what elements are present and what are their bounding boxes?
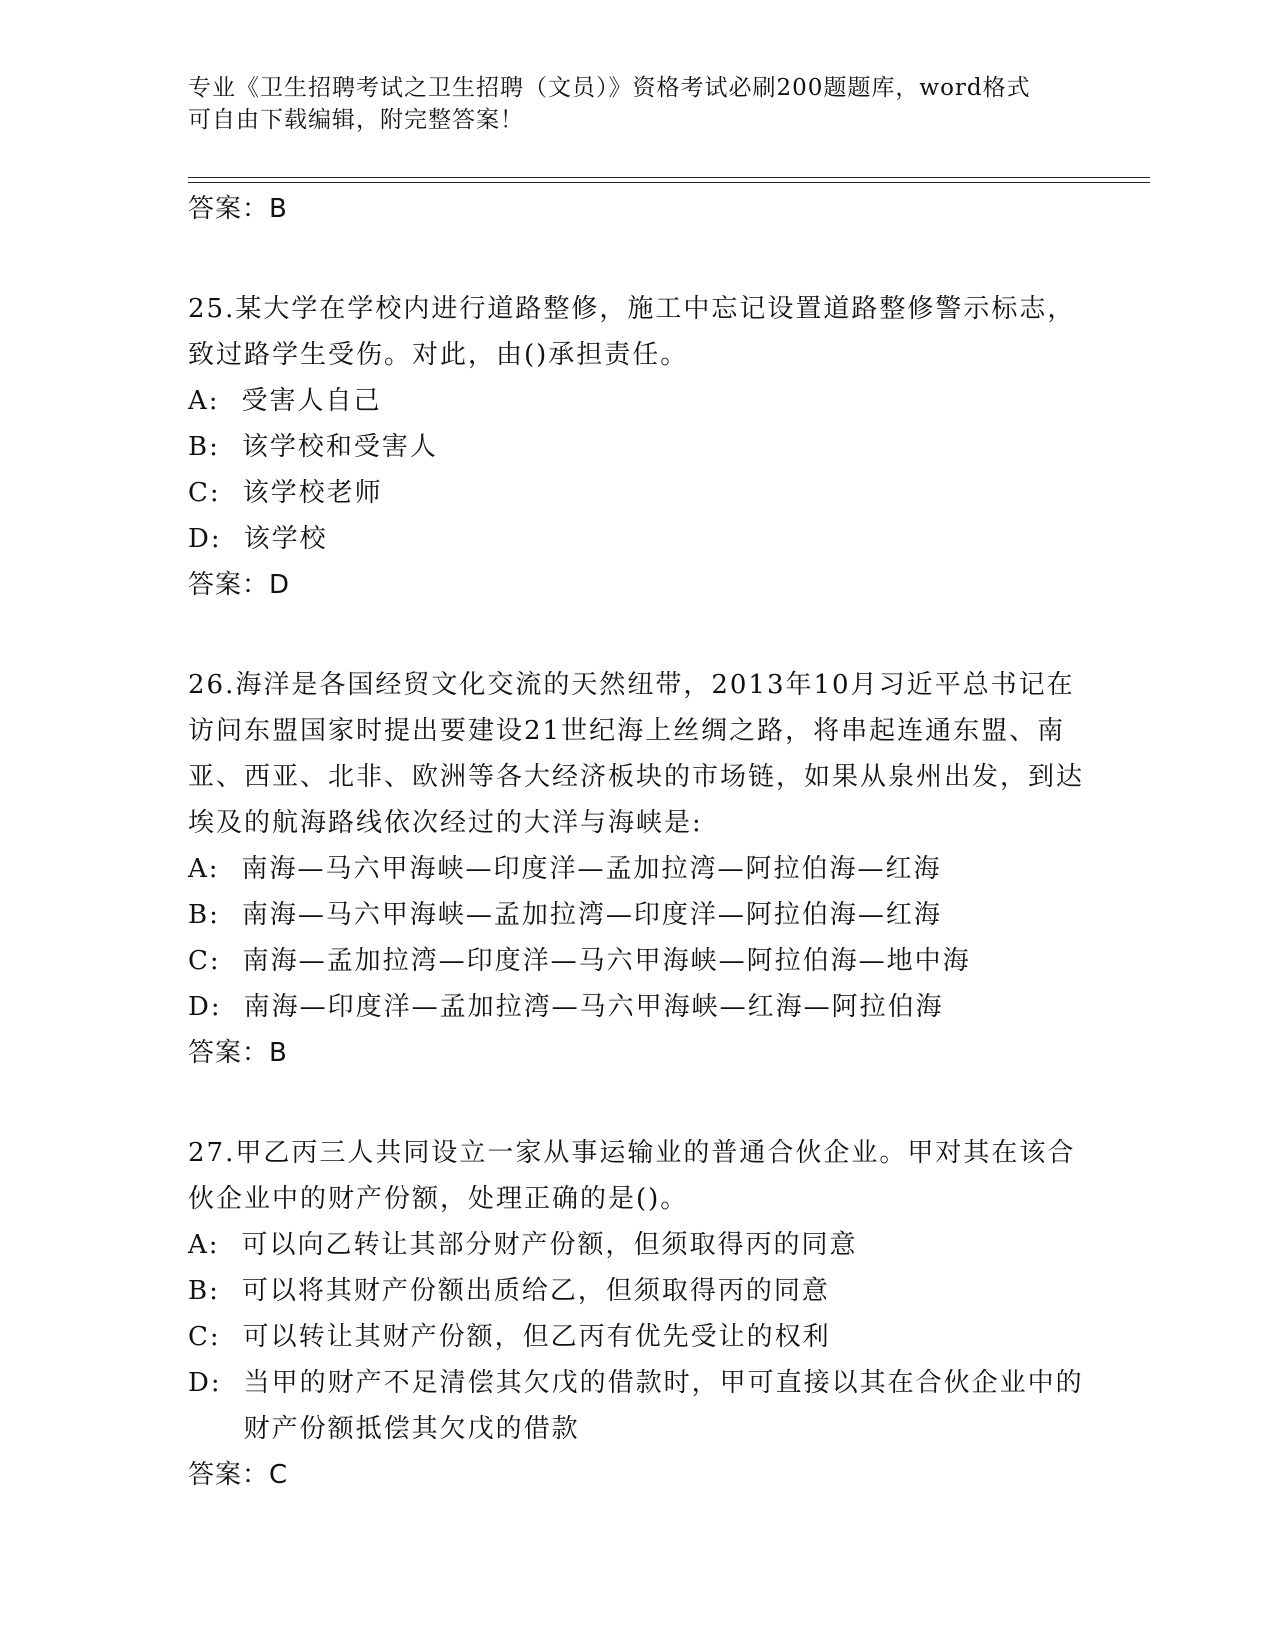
option-text: 可以转让其财产份额，但乙丙有优先受让的权利 xyxy=(242,1322,831,1352)
header-title-line-1: 专业《卫生招聘考试之卫生招聘（文员）》资格考试必刷200题题库，word格式 xyxy=(188,75,1031,101)
option-c xyxy=(188,1314,1088,1360)
question-text: 25.某大学在学校内进行道路整修，施工中忘记设置道路整修警示标志，致过路学生受伤。对此，由()承担责任。 xyxy=(188,294,1076,370)
option-d xyxy=(188,516,1088,562)
option-b xyxy=(188,1268,1088,1314)
option-letter: D: xyxy=(188,992,222,1022)
option-letter: A: xyxy=(188,1230,220,1260)
option-letter: A: xyxy=(188,854,220,884)
option-d xyxy=(188,1360,1088,1452)
answer-line: 答案：B xyxy=(188,194,288,224)
option-letter: D: xyxy=(188,1368,222,1398)
answer-line: 答案：C xyxy=(188,1460,289,1490)
option-text: 该学校和受害人 xyxy=(241,432,438,462)
option-b xyxy=(188,424,1088,470)
option-letter: D: xyxy=(188,524,222,554)
option-c xyxy=(188,938,1088,984)
option-text: 该学校老师 xyxy=(242,478,383,508)
answer-line: 答案：D xyxy=(188,570,291,600)
option-text: 南海—马六甲海峡—印度洋—孟加拉湾—阿拉伯海—红海 xyxy=(241,854,942,884)
option-b xyxy=(188,892,1088,938)
question-block-25 xyxy=(188,286,1088,608)
option-d xyxy=(188,984,1088,1030)
option-letter: B: xyxy=(188,432,220,462)
question-block-26 xyxy=(188,662,1088,1076)
option-letter: C: xyxy=(188,946,221,976)
question-content xyxy=(188,186,1088,1498)
question-text: 26.海洋是各国经贸文化交流的天然纽带，2013年10月习近平总书记在访问东盟国家时提出要建设21世纪海上丝绸之路，将串起连通东盟、南亚、西亚、北非、欧洲等各大经济板块的市场链，如果从泉州出发，到达埃及的航海路线依次经过的大洋与海峡是: xyxy=(188,670,1085,838)
option-c xyxy=(188,470,1088,516)
header-divider-bottom xyxy=(188,182,1150,183)
question-block-27 xyxy=(188,1130,1088,1498)
option-text: 受害人自己 xyxy=(241,386,382,416)
option-letter: A: xyxy=(188,386,220,416)
option-letter: C: xyxy=(188,478,221,508)
option-letter: B: xyxy=(188,1276,220,1306)
option-text: 可以将其财产份额出质给乙，但须取得丙的同意 xyxy=(241,1276,830,1306)
option-letter: B: xyxy=(188,900,220,930)
option-a xyxy=(188,1222,1088,1268)
option-text: 南海—印度洋—孟加拉湾—马六甲海峡—红海—阿拉伯海 xyxy=(243,992,944,1022)
document-header xyxy=(188,72,1088,136)
option-text: 南海—孟加拉湾—印度洋—马六甲海峡—阿拉伯海—地中海 xyxy=(242,946,971,976)
header-title-line-2: 可自由下载编辑，附完整答案！ xyxy=(188,107,524,133)
answer-line: 答案：B xyxy=(188,1038,288,1068)
header-divider-top xyxy=(188,177,1150,178)
option-text: 当甲的财产不足清偿其欠戊的借款时，甲可直接以其在合伙企业中的财产份额抵偿其欠戊的借款 xyxy=(243,1368,1084,1444)
option-text: 该学校 xyxy=(243,524,328,554)
option-text: 可以向乙转让其部分财产份额，但须取得丙的同意 xyxy=(241,1230,858,1260)
question-text: 27.甲乙丙三人共同设立一家从事运输业的普通合伙企业。甲对其在该合伙企业中的财产份额，处理正确的是()。 xyxy=(188,1138,1076,1214)
option-a xyxy=(188,378,1088,424)
option-text: 南海—马六甲海峡—孟加拉湾—印度洋—阿拉伯海—红海 xyxy=(241,900,942,930)
option-a xyxy=(188,846,1088,892)
option-letter: C: xyxy=(188,1322,221,1352)
